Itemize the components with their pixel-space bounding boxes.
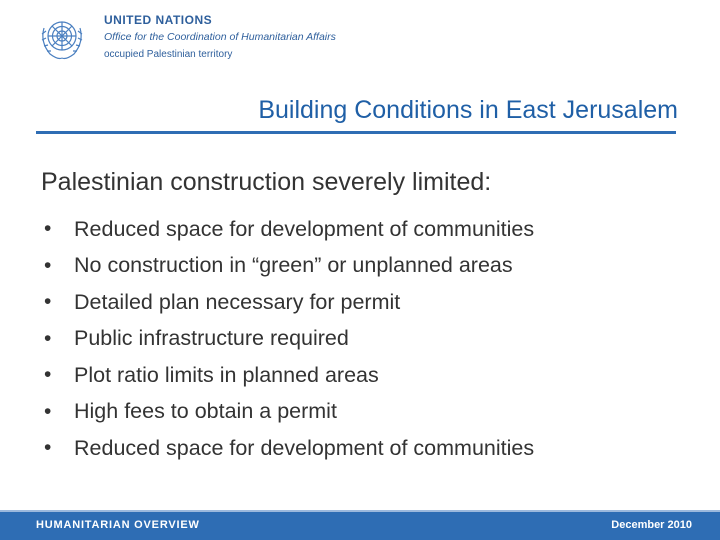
title-divider (36, 131, 676, 134)
bullet-icon: • (44, 253, 52, 277)
bullet-list (44, 211, 534, 467)
slide-title: Building Conditions in East Jerusalem (258, 96, 678, 124)
bullet-item (44, 248, 534, 285)
bullet-item (44, 394, 534, 431)
bullet-text: Reduced space for development of communities (74, 435, 535, 460)
bullet-text: Public infrastructure required (74, 326, 349, 351)
bullet-text: High fees to obtain a permit (74, 399, 337, 424)
org-name: UNITED NATIONS (104, 13, 213, 27)
footer-bar (0, 510, 720, 540)
bullet-item (44, 321, 534, 358)
bullet-item (44, 211, 534, 248)
footer-label: HUMANITARIAN OVERVIEW (36, 519, 200, 531)
bullet-icon: • (44, 290, 52, 314)
footer-date: December 2010 (611, 519, 692, 531)
un-emblem-icon (36, 12, 88, 64)
bullet-text: No construction in “green” or unplanned areas (74, 253, 513, 278)
bullet-icon: • (44, 217, 52, 241)
bullet-item (44, 357, 534, 394)
org-subtitle: Office for the Coordination of Humanitarian Affairs (104, 31, 336, 43)
org-location: occupied Palestinian territory (104, 49, 233, 60)
bullet-text: Plot ratio limits in planned areas (74, 362, 379, 387)
bullet-text: Reduced space for development of communities (74, 216, 535, 241)
section-heading: Palestinian construction severely limited: (41, 168, 492, 196)
bullet-text: Detailed plan necessary for permit (74, 289, 401, 314)
bullet-icon: • (44, 326, 52, 350)
bullet-icon: • (44, 399, 52, 423)
bullet-icon: • (44, 363, 52, 387)
bullet-icon: • (44, 436, 52, 460)
bullet-item (44, 430, 534, 467)
bullet-item (44, 284, 534, 321)
